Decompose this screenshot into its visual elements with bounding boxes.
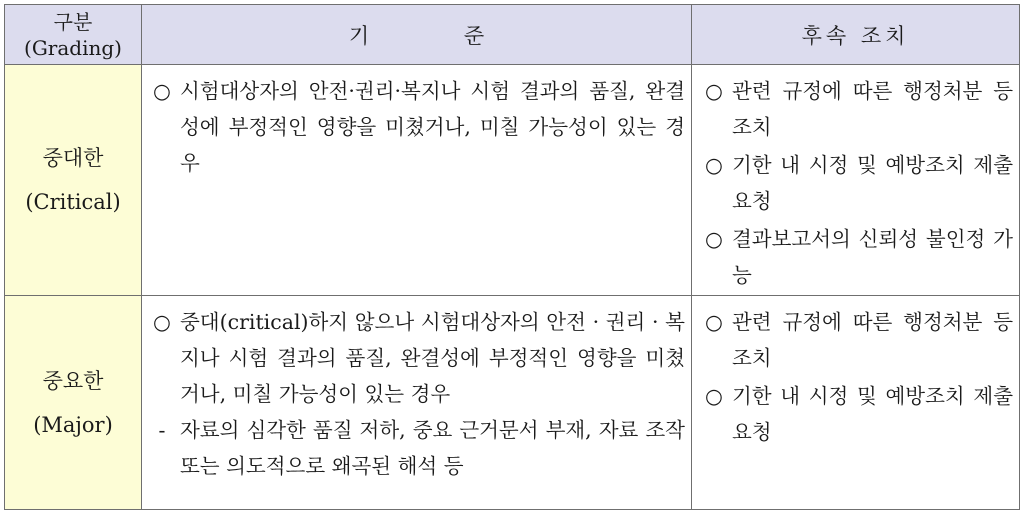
bullet-circle-icon: ○ <box>705 384 723 408</box>
followup-list <box>692 65 1019 293</box>
followup-cell-critical <box>692 65 1020 296</box>
followup-item <box>705 147 1013 219</box>
bullet-circle-icon: ○ <box>153 79 171 103</box>
criteria-text: 중대(critical)하지 않으나 시험대상자의 안전 · 권리 · 복지나 시험 결과의 품질, 완결성에 부정적인 영향을 미쳤거나, 미칠 가능성이 있는 경우 <box>180 310 685 406</box>
followup-text: 결과보고서의 신뢰성 불인정 가능 <box>732 227 1013 287</box>
criteria-list <box>142 296 691 484</box>
criteria-subitem <box>158 412 685 484</box>
dash-bullet-icon: - <box>158 418 166 442</box>
grade-ko: 중대한 <box>42 146 104 170</box>
followup-text: 관련 규정에 따른 행정처분 등 조치 <box>732 310 1013 370</box>
criteria-text: 시험대상자의 안전·권리·복지나 시험 결과의 품질, 완결성에 부정적인 영향을 미쳤거나, 미칠 가능성이 있는 경우 <box>180 79 685 175</box>
followup-text: 기한 내 시정 및 예방조치 제출 요청 <box>732 384 1013 444</box>
grade-cell-major <box>5 296 142 510</box>
followup-list <box>692 296 1019 450</box>
grade-en: (Major) <box>33 412 113 437</box>
followup-text: 관련 규정에 따른 행정처분 등 조치 <box>732 79 1013 139</box>
criteria-cell-major <box>142 296 692 510</box>
followup-item <box>705 221 1013 293</box>
followup-text: 기한 내 시정 및 예방조치 제출 요청 <box>732 153 1013 213</box>
bullet-circle-icon: ○ <box>705 79 723 103</box>
bullet-circle-icon: ○ <box>153 310 171 334</box>
header-criteria-label: 기 준 <box>348 23 529 48</box>
grade-cell-critical <box>5 65 142 296</box>
criteria-item <box>153 304 685 412</box>
header-grading <box>5 5 142 65</box>
criteria-cell-critical <box>142 65 692 296</box>
grading-table <box>4 4 1020 510</box>
followup-item <box>705 378 1013 450</box>
followup-item <box>705 73 1013 145</box>
criteria-text: 자료의 심각한 품질 저하, 중요 근거문서 부재, 자료 조작 또는 의도적으로 왜곡된 해석 등 <box>180 418 685 478</box>
header-grading-en: (Grading) <box>24 35 122 60</box>
header-criteria <box>142 5 692 65</box>
criteria-item <box>153 73 685 181</box>
followup-item <box>705 304 1013 376</box>
grade-ko: 중요한 <box>42 368 104 393</box>
bullet-circle-icon: ○ <box>705 153 723 177</box>
header-followup <box>692 5 1020 65</box>
followup-cell-major <box>692 296 1020 510</box>
bullet-circle-icon: ○ <box>705 227 723 251</box>
header-row <box>5 5 1020 65</box>
row-major <box>5 296 1020 510</box>
header-grading-ko: 구분 <box>53 9 93 34</box>
header-followup-label: 후속 조치 <box>801 23 910 48</box>
criteria-list <box>142 65 691 181</box>
row-critical <box>5 65 1020 296</box>
bullet-circle-icon: ○ <box>705 310 723 334</box>
grade-en: (Critical) <box>25 190 121 214</box>
